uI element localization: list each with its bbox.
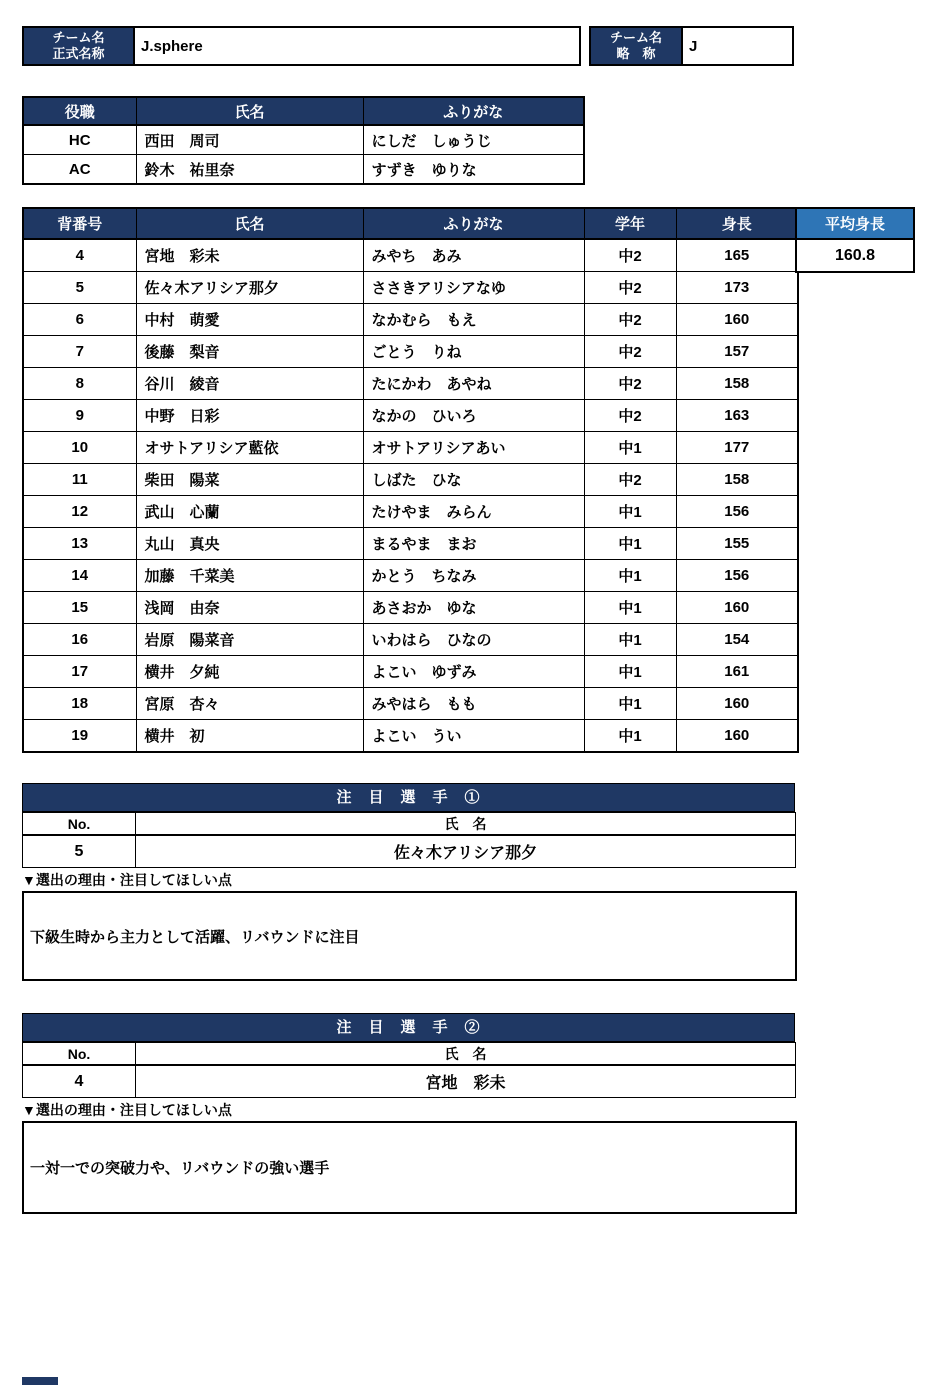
staff-header-role: 役職 [23, 97, 136, 125]
roster-height-cell: 155 [676, 528, 798, 560]
roster-furigana-cell: あさおか ゆな [363, 592, 584, 624]
featured-player-2-reason-text: 一対一での突破力や、リバウンドの強い選手 [30, 1160, 330, 1177]
roster-number-cell: 12 [23, 496, 136, 528]
team-official-label-line1: チーム名 [52, 30, 105, 45]
roster-furigana-cell: かとう ちなみ [363, 560, 584, 592]
roster-height-cell: 165 [676, 239, 798, 272]
roster-furigana-cell: まるやま まお [363, 528, 584, 560]
roster-furigana-cell: みやはら もも [363, 688, 584, 720]
roster-grade-cell: 中1 [584, 560, 676, 592]
roster-row [23, 400, 798, 432]
roster-row [23, 272, 798, 304]
roster-furigana-cell: なかむら もえ [363, 304, 584, 336]
roster-number-cell: 17 [23, 656, 136, 688]
staff-row [23, 155, 584, 185]
roster-furigana-cell: たけやま みらん [363, 496, 584, 528]
featured-player-1-value-row [23, 835, 796, 868]
featured-player-1-no-header: No. [23, 813, 136, 836]
roster-grade-cell: 中1 [584, 656, 676, 688]
staff-table [22, 96, 585, 185]
roster-grade-cell: 中2 [584, 400, 676, 432]
roster-height-cell: 160 [676, 592, 798, 624]
team-official-label-line2: 正式名称 [52, 46, 105, 61]
roster-grade-cell: 中2 [584, 336, 676, 368]
roster-furigana-cell: みやち あみ [363, 239, 584, 272]
roster-name-cell: 佐々木アリシア那夕 [136, 272, 363, 304]
roster-name-cell: 宮地 彩未 [136, 239, 363, 272]
roster-furigana-cell: いわはら ひなの [363, 624, 584, 656]
roster-name-cell: 岩原 陽菜音 [136, 624, 363, 656]
average-height-header: 平均身長 [795, 207, 915, 240]
roster-row [23, 560, 798, 592]
roster-row [23, 304, 798, 336]
staff-header-furigana: ふりがな [363, 97, 584, 125]
team-short-label-line2: 略 称 [616, 46, 656, 61]
team-official-label [24, 28, 133, 64]
featured-player-2-reason-box [22, 1121, 797, 1214]
roster-header-grade: 学年 [584, 208, 676, 239]
roster-name-cell: 横井 初 [136, 720, 363, 753]
roster-furigana-cell: たにかわ あやね [363, 368, 584, 400]
roster-furigana-cell: よこい うい [363, 720, 584, 753]
staff-header-row [23, 97, 584, 125]
roster-number-cell: 6 [23, 304, 136, 336]
team-short-label [591, 28, 681, 64]
roster-number-cell: 13 [23, 528, 136, 560]
featured-player-2-reason-label: ▼選出の理由・注目してほしい点 [22, 1102, 232, 1118]
roster-furigana-cell: しばた ひな [363, 464, 584, 496]
roster-number-cell: 15 [23, 592, 136, 624]
roster-height-cell: 154 [676, 624, 798, 656]
roster-height-cell: 156 [676, 496, 798, 528]
roster-grade-cell: 中1 [584, 496, 676, 528]
roster-grade-cell: 中2 [584, 464, 676, 496]
roster-grade-cell: 中2 [584, 272, 676, 304]
roster-row [23, 688, 798, 720]
roster-height-cell: 177 [676, 432, 798, 464]
featured-player-1-title: 注 目 選 手 ① [22, 783, 795, 812]
roster-grade-cell: 中1 [584, 624, 676, 656]
staff-furigana-cell: にしだ しゅうじ [363, 125, 584, 155]
roster-height-cell: 160 [676, 304, 798, 336]
featured-player-2-header-row [23, 1043, 796, 1066]
roster-name-cell: オサトアリシア藍依 [136, 432, 363, 464]
featured-player-1-name: 佐々木アリシア那夕 [136, 835, 796, 868]
featured-player-1-name-header: 氏 名 [136, 813, 796, 836]
roster-header-number: 背番号 [23, 208, 136, 239]
roster-row [23, 624, 798, 656]
team-official-value: J.sphere [133, 28, 579, 64]
roster-name-cell: 丸山 真央 [136, 528, 363, 560]
featured-player-2-section [22, 1013, 797, 1214]
roster-height-cell: 161 [676, 656, 798, 688]
roster-name-cell: 横井 夕純 [136, 656, 363, 688]
featured-player-1-reason-box [22, 891, 797, 981]
average-height-column [795, 207, 915, 273]
roster-name-cell: 浅岡 由奈 [136, 592, 363, 624]
roster-grade-cell: 中1 [584, 528, 676, 560]
roster-height-cell: 158 [676, 464, 798, 496]
team-short-name-box [589, 26, 794, 66]
staff-furigana-cell: すずき ゆりな [363, 155, 584, 185]
staff-role-cell: AC [23, 155, 136, 185]
roster-grade-cell: 中1 [584, 720, 676, 753]
roster-grade-cell: 中2 [584, 368, 676, 400]
roster-height-cell: 158 [676, 368, 798, 400]
roster-grade-cell: 中1 [584, 432, 676, 464]
staff-name-cell: 西田 周司 [136, 125, 363, 155]
featured-player-2-name: 宮地 彩未 [136, 1065, 796, 1098]
featured-player-1-header-row [23, 813, 796, 836]
staff-header-name: 氏名 [136, 97, 363, 125]
roster-height-cell: 157 [676, 336, 798, 368]
roster-name-cell: 武山 心蘭 [136, 496, 363, 528]
roster-name-cell: 後藤 梨音 [136, 336, 363, 368]
featured-player-2-no-header: No. [23, 1043, 136, 1066]
team-name-bar [22, 26, 794, 66]
featured-player-1-reason-label: ▼選出の理由・注目してほしい点 [22, 872, 232, 888]
roster-header-height: 身長 [676, 208, 798, 239]
staff-name-cell: 鈴木 祐里奈 [136, 155, 363, 185]
team-short-value: J [681, 28, 792, 64]
roster-furigana-cell: ごとう りね [363, 336, 584, 368]
roster-name-cell: 宮原 杏々 [136, 688, 363, 720]
roster-number-cell: 9 [23, 400, 136, 432]
roster-height-cell: 156 [676, 560, 798, 592]
featured-player-2-no: 4 [23, 1065, 136, 1098]
roster-row [23, 656, 798, 688]
roster-height-cell: 160 [676, 720, 798, 753]
roster-name-cell: 谷川 綾音 [136, 368, 363, 400]
roster-row [23, 528, 798, 560]
roster-number-cell: 10 [23, 432, 136, 464]
average-height-value: 160.8 [795, 240, 915, 273]
roster-grade-cell: 中2 [584, 304, 676, 336]
featured-player-2-value-row [23, 1065, 796, 1098]
staff-role-cell: HC [23, 125, 136, 155]
roster-grade-cell: 中1 [584, 688, 676, 720]
roster-row [23, 720, 798, 753]
team-short-label-line1: チーム名 [609, 30, 662, 45]
roster-row [23, 464, 798, 496]
roster-name-cell: 柴田 陽菜 [136, 464, 363, 496]
roster-number-cell: 19 [23, 720, 136, 753]
roster-number-cell: 18 [23, 688, 136, 720]
roster-header-row [23, 208, 798, 239]
bottom-left-page-mark [22, 1377, 58, 1385]
roster-number-cell: 4 [23, 239, 136, 272]
featured-player-2-title: 注 目 選 手 ② [22, 1013, 795, 1042]
featured-player-1-table [22, 812, 796, 868]
roster-height-cell: 173 [676, 272, 798, 304]
roster-row [23, 432, 798, 464]
roster-table [22, 207, 799, 753]
roster-height-cell: 160 [676, 688, 798, 720]
roster-name-cell: 中村 萌愛 [136, 304, 363, 336]
roster-number-cell: 14 [23, 560, 136, 592]
featured-player-1-reason-text: 下級生時から主力として活躍、リバウンドに注目 [30, 928, 360, 946]
roster-row [23, 368, 798, 400]
roster-row [23, 239, 798, 272]
roster-header-name: 氏名 [136, 208, 363, 239]
roster-furigana-cell: よこい ゆずみ [363, 656, 584, 688]
roster-name-cell: 中野 日彩 [136, 400, 363, 432]
roster-number-cell: 16 [23, 624, 136, 656]
featured-player-2-name-header: 氏 名 [136, 1043, 796, 1066]
roster-grade-cell: 中2 [584, 239, 676, 272]
staff-row [23, 125, 584, 155]
roster-name-cell: 加藤 千菜美 [136, 560, 363, 592]
featured-player-1-no: 5 [23, 835, 136, 868]
roster-row [23, 496, 798, 528]
roster-height-cell: 163 [676, 400, 798, 432]
roster-header-furigana: ふりがな [363, 208, 584, 239]
roster-row [23, 592, 798, 624]
featured-player-2-table [22, 1042, 796, 1098]
roster-number-cell: 11 [23, 464, 136, 496]
roster-furigana-cell: ささきアリシアなゆ [363, 272, 584, 304]
roster-furigana-cell: なかの ひいろ [363, 400, 584, 432]
roster-number-cell: 5 [23, 272, 136, 304]
roster-number-cell: 7 [23, 336, 136, 368]
featured-player-1-section [22, 783, 797, 981]
roster-row [23, 336, 798, 368]
roster-grade-cell: 中1 [584, 592, 676, 624]
team-official-name-box [22, 26, 581, 66]
roster-number-cell: 8 [23, 368, 136, 400]
roster-furigana-cell: オサトアリシアあい [363, 432, 584, 464]
